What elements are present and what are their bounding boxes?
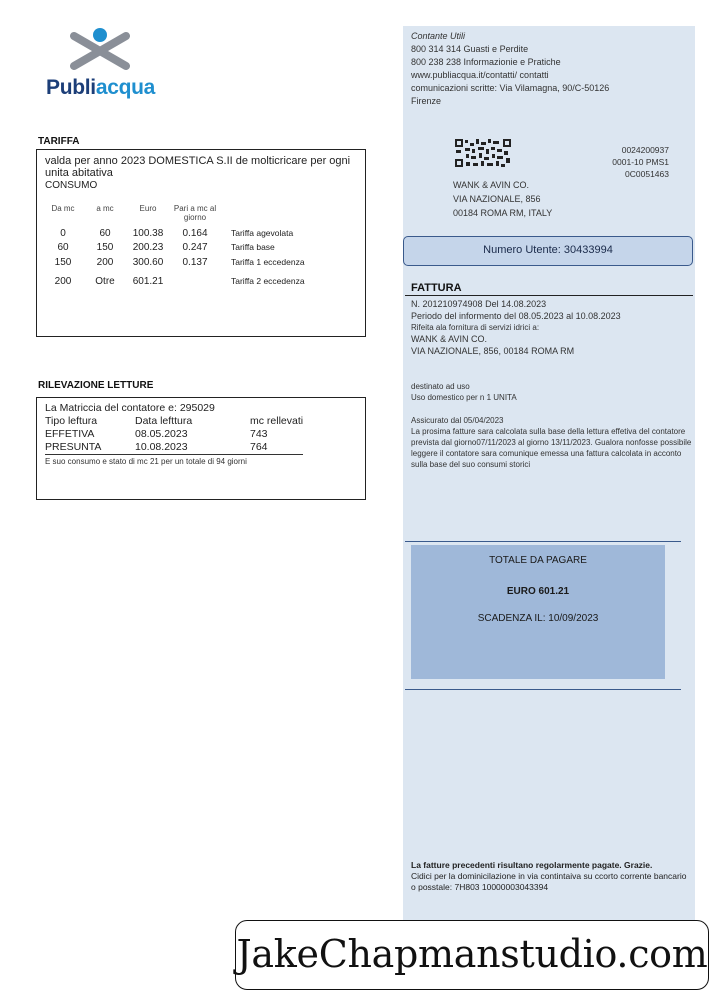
tariff-cell — [169, 272, 221, 287]
insured-line: Assicurato dal 05/04/2023 — [411, 416, 504, 425]
contact-line: 800 314 314 Guasti e Perdite — [411, 44, 529, 54]
readings-header: mc rellevati — [250, 415, 304, 427]
use-line: Uso domestico per n 1 UNITA — [411, 393, 517, 402]
invoice-period: Periodo del informento del 08.05.2023 al 10.08.2023 — [411, 311, 621, 321]
table-row — [43, 242, 321, 257]
contact-line: Firenze — [411, 96, 442, 106]
info-panel — [403, 26, 695, 926]
tariff-title: TARIFFA — [38, 136, 80, 147]
reading-cell: 743 — [250, 428, 268, 440]
tariff-cell: 200.23 — [132, 242, 164, 253]
tariff-header: Da mc — [51, 204, 75, 213]
tariff-note: Tariffa 2 eccedenza — [231, 276, 305, 286]
tariff-header: Euro — [139, 204, 157, 213]
readings-header: Tipo leftura — [45, 415, 98, 427]
reading-cell: 10.08.2023 — [135, 441, 250, 455]
code-line: 0024200937 — [621, 145, 669, 155]
invoice-number: N. 201210974908 Del 14.08.2023 — [411, 299, 547, 309]
total-box — [411, 545, 665, 679]
due-date: SCADENZA IL: 10/09/2023 — [477, 613, 599, 624]
invoice-name: WANK & AVIN CO. — [411, 334, 488, 344]
logo-mark-icon — [68, 28, 132, 74]
tariff-consumo-label: CONSUMO — [45, 180, 98, 191]
address-line: VIA NAZIONALE, 856 — [453, 194, 541, 204]
tariff-description: valda per anno 2023 DOMESTICA S.II de molticricare per ogni unita abitativa — [45, 155, 351, 179]
tariff-box — [36, 149, 366, 337]
tariff-cell: 60 — [57, 242, 69, 253]
divider — [405, 295, 693, 296]
reading-cell: 08.05.2023 — [135, 428, 188, 440]
footer-note — [411, 860, 693, 893]
contact-line: 800 238 238 Informazionie e Pratiche — [411, 57, 561, 67]
invoice-refers: Rifeita ala fornitura di servizi idrici a: — [411, 323, 540, 332]
reading-cell: PRESUNTA — [45, 441, 135, 455]
tariff-cell: 200 — [96, 257, 114, 268]
tariff-cell: 150 — [96, 242, 114, 253]
readings-title: RILEVAZIONE LETTURE — [38, 380, 154, 391]
tariff-table — [43, 204, 321, 287]
table-row — [45, 441, 303, 455]
tariff-cell: 60 — [99, 228, 111, 239]
meter-serial: La Matriccia del contatore e: 295029 — [45, 402, 215, 414]
tariff-note: Tariffa 1 eccedenza — [231, 257, 305, 267]
tariff-cell: 0.164 — [182, 228, 208, 239]
tariff-cell: 0.137 — [182, 257, 208, 268]
divider — [405, 689, 681, 690]
tariff-note: Tariffa base — [231, 242, 275, 252]
tariff-cell: Otre — [95, 276, 115, 287]
total-label: TOTALE DA PAGARE — [489, 555, 587, 566]
use-line: destinato ad uso — [411, 382, 470, 391]
logo-wordmark: Publiacqua — [46, 76, 156, 99]
invoice-details — [411, 298, 693, 470]
footer-text: Cidici per la dominicilazione in via contintaiva su ccorto corrente bancario o posstale: 7H803 10000003043394 — [411, 871, 687, 892]
invoice-title: FATTURA — [411, 282, 462, 294]
publiacqua-logo — [40, 28, 170, 103]
contact-line: comunicazioni scritte: Via Vilamagna, 90/C-50126 — [411, 83, 610, 93]
contacts-block — [411, 30, 691, 108]
readings-table — [45, 415, 303, 455]
readings-header: Data lefttura — [135, 415, 193, 427]
recipient-address — [453, 178, 552, 220]
tariff-cell: 0.247 — [182, 242, 208, 253]
table-row — [45, 428, 303, 441]
code-line: 0001-10 PMS1 — [612, 157, 669, 167]
address-line: 00184 ROMA RM, ITALY — [453, 208, 553, 218]
table-row — [43, 222, 321, 242]
barcode-icon — [455, 139, 511, 167]
reading-cell: 764 — [250, 441, 303, 455]
contact-link[interactable]: www.publiacqua.it/contatti/ contatti — [411, 70, 549, 80]
reading-cell: EFFETIVA — [45, 428, 95, 440]
tariff-cell: 200 — [54, 276, 72, 287]
table-row — [43, 272, 321, 287]
invoice-address: VIA NAZIONALE, 856, 00184 ROMA RM — [411, 346, 575, 356]
readings-box — [36, 397, 366, 500]
tariff-note: Tariffa agevolata — [231, 228, 294, 238]
tariff-cell: 300.60 — [132, 257, 164, 268]
next-invoice-note: La prosima fatture sara calcolata sulla base della lettura effetiva del contatore prevista dal giorno07/11/2023 al giorno 13/11/2023. Gualora nonfosse possibile leggere il contatore sara comunique emessa una fattura calcolata in acconto sulla base del suo consumi storici — [411, 427, 692, 469]
tariff-cell: 0 — [60, 228, 66, 239]
tariff-header: Pari a mc al giorno — [173, 204, 217, 222]
watermark: JakeChapmanstudio.com — [235, 920, 709, 990]
tariff-header: a mc — [96, 204, 114, 213]
user-number-box: Numero Utente: 30433994 — [403, 236, 693, 266]
tariff-cell: 150 — [54, 257, 72, 268]
total-amount: EURO 601.21 — [506, 586, 570, 597]
code-line: 0C0051463 — [625, 169, 669, 179]
account-codes — [612, 144, 669, 180]
divider — [405, 541, 681, 542]
consumption-note: E suo consumo e stato di mc 21 per un totale di 94 giorni — [45, 457, 247, 466]
address-line: WANK & AVIN CO. — [453, 180, 530, 190]
contacts-title: Contante Utili — [411, 31, 466, 41]
footer-bold: La fatture precedenti risultano regolarmente pagate. Grazie. — [411, 860, 653, 870]
tariff-cell: 100.38 — [132, 228, 164, 239]
table-row — [43, 257, 321, 272]
tariff-cell: 601.21 — [132, 276, 164, 287]
